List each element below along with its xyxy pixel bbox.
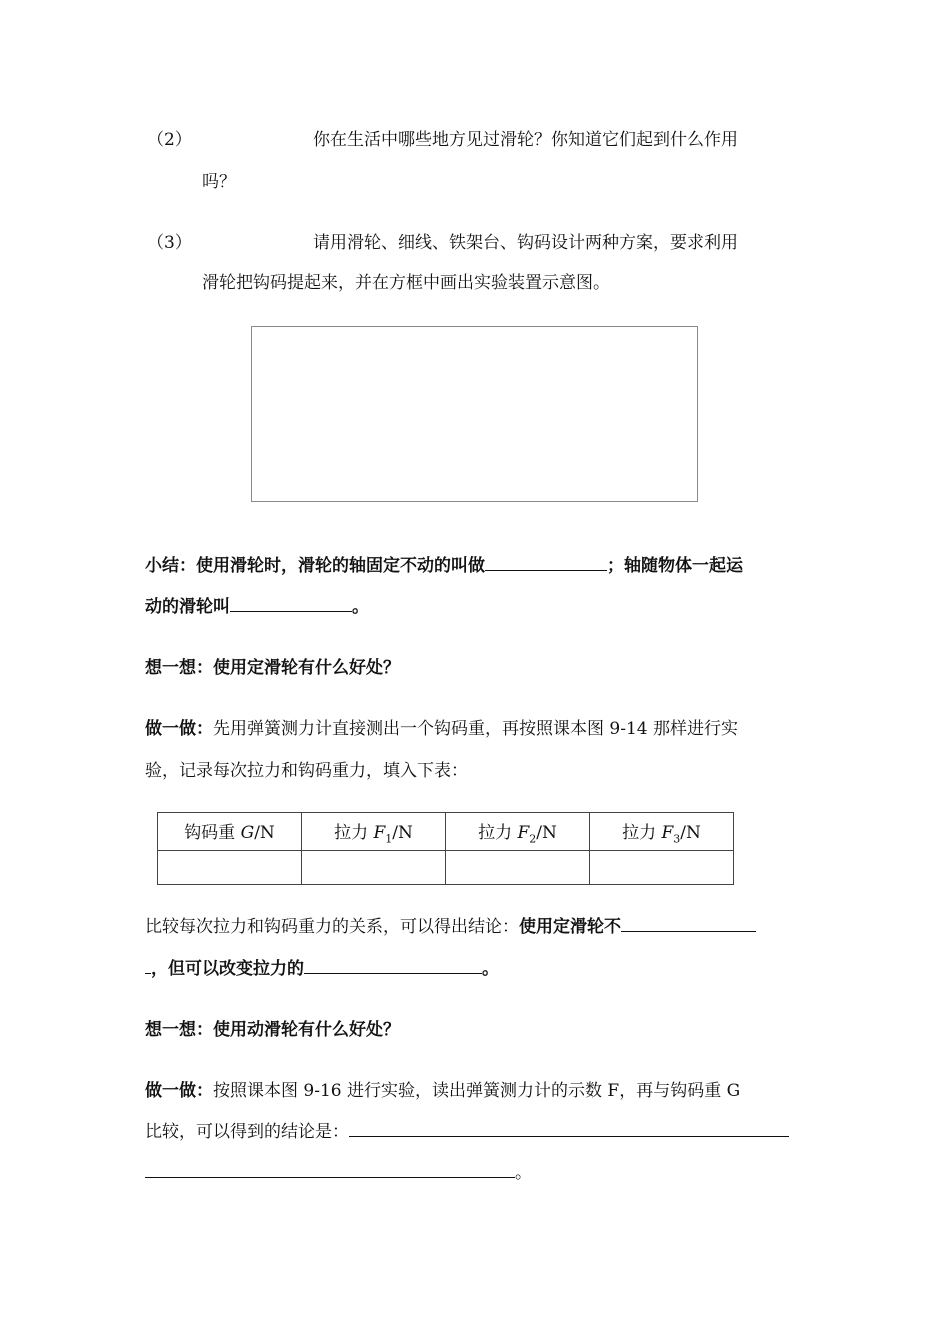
do-2-line-3 — [145, 1158, 532, 1183]
do-2-end: 。 — [515, 1163, 532, 1183]
table-row — [158, 851, 734, 885]
question-2-number: （2） — [147, 130, 192, 150]
question-3-number: （3） — [147, 233, 192, 253]
summary-text-c: 动的滑轮叫 — [145, 597, 230, 617]
summary-text-a: 小结：使用滑轮时，滑轮的轴固定不动的叫做 — [145, 556, 485, 576]
do-1-line-1 — [145, 714, 738, 739]
question-3-text-cont: 滑轮把钩码提起来，并在方框中画出实验装置示意图。 — [202, 273, 610, 293]
compare-text-b: 使用定滑轮不 — [519, 917, 621, 937]
question-2-text: 你在生活中哪些地方见过滑轮？你知道它们起到什么作用 — [313, 130, 738, 150]
compare-text-a: 比较每次拉力和钩码重力的关系，可以得出结论： — [145, 917, 519, 937]
fixed-pulley-effect-blank[interactable] — [621, 913, 756, 932]
do-1-text: 先用弹簧测力计直接测出一个钩码重，再按照课本图 9-14 那样进行实 — [213, 719, 738, 739]
do-2-line-1 — [145, 1076, 740, 1101]
movable-pulley-conclusion-blank-cont[interactable] — [145, 1159, 515, 1178]
table-header-cell: 拉力 $F_1/N$ — [302, 813, 446, 851]
compare-text-d: 。 — [482, 959, 499, 979]
table-header-row — [158, 813, 734, 851]
table-header-cell: 钩码重 G/N — [158, 813, 302, 851]
do-2-text-cont: 比较，可以得到的结论是： — [145, 1122, 349, 1142]
summary-line-2 — [145, 592, 369, 617]
compare-line-2 — [145, 954, 499, 979]
compare-text-c: ，但可以改变拉力的 — [151, 959, 304, 979]
movable-pulley-blank[interactable] — [230, 593, 352, 612]
summary-line-1 — [145, 551, 743, 576]
do-1-line-2: 验，记录每次拉力和钩码重力，填入下表： — [145, 761, 468, 781]
table-cell-input[interactable] — [590, 851, 734, 885]
drawing-box[interactable] — [251, 326, 698, 502]
do-1-label: 做一做： — [145, 719, 213, 739]
compare-line-1 — [145, 912, 756, 937]
question-2-text-cont: 吗？ — [202, 172, 236, 192]
do-2-label: 做一做： — [145, 1081, 213, 1101]
summary-text-d: 。 — [352, 597, 369, 617]
think-heading-1: 想一想：使用定滑轮有什么好处？ — [145, 658, 400, 678]
data-table — [157, 812, 734, 885]
think-heading-2: 想一想：使用动滑轮有什么好处？ — [145, 1020, 400, 1040]
do-2-text: 按照课本图 9-16 进行实验，读出弹簧测力计的示数 F，再与钩码重 G — [213, 1081, 741, 1101]
fixed-pulley-blank[interactable] — [485, 552, 607, 571]
table-cell-input[interactable] — [158, 851, 302, 885]
summary-text-b: ；轴随物体一起运 — [607, 556, 743, 576]
table-header-cell: 拉力 $F_2/N$ — [446, 813, 590, 851]
do-2-line-2 — [145, 1117, 789, 1142]
table-cell-input[interactable] — [446, 851, 590, 885]
table-cell-input[interactable] — [302, 851, 446, 885]
question-3-text: 请用滑轮、细线、铁架台、钩码设计两种方案，要求利用 — [313, 233, 738, 253]
movable-pulley-conclusion-blank[interactable] — [349, 1118, 789, 1137]
table-header-cell: 拉力 $F_3/N$ — [590, 813, 734, 851]
direction-blank[interactable] — [304, 955, 482, 974]
